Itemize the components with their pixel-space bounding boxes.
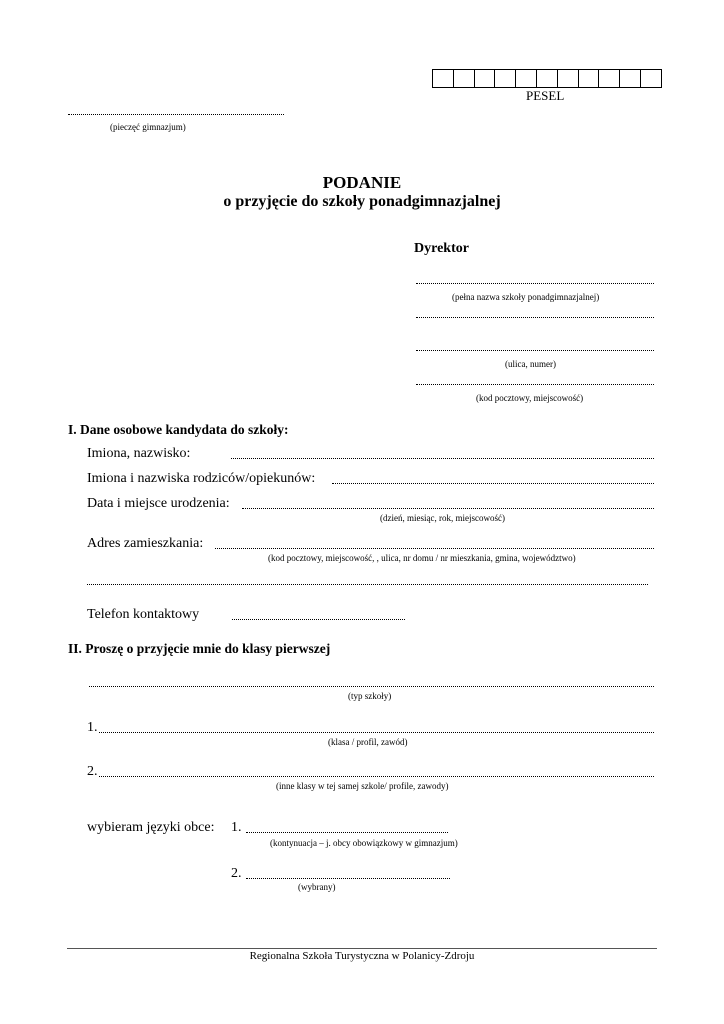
option1-caption: (klasa / profil, zawód) bbox=[328, 737, 408, 747]
pesel-boxes[interactable] bbox=[432, 69, 662, 88]
pesel-digit-box[interactable] bbox=[599, 70, 620, 87]
phone-label: Telefon kontaktowy bbox=[87, 607, 200, 622]
lang2-number: 2. bbox=[231, 866, 242, 881]
section1-heading: I. Dane osobowe kandydata do szkoły: bbox=[68, 422, 289, 437]
postal-field[interactable] bbox=[416, 384, 654, 385]
school-type-field[interactable] bbox=[89, 686, 654, 687]
school-name-field[interactable] bbox=[416, 283, 654, 284]
name-field[interactable] bbox=[231, 458, 654, 459]
address-caption: (kod pocztowy, miejscowość, , ulica, nr domu / nr mieszkania, gmina, województwo) bbox=[268, 553, 576, 563]
lang1-number: 1. bbox=[231, 820, 242, 835]
address-label: Adres zamieszkania: bbox=[87, 536, 204, 551]
lang2-field[interactable] bbox=[246, 878, 450, 879]
street-field[interactable] bbox=[416, 350, 654, 351]
school-type-caption: (typ szkoły) bbox=[348, 691, 392, 701]
address-field-2[interactable] bbox=[87, 584, 648, 585]
pesel-digit-box[interactable] bbox=[537, 70, 558, 87]
school-name-caption: (pełna nazwa szkoły ponadgimnazjalnej) bbox=[452, 292, 600, 302]
lang1-caption: (kontynuacja – j. obcy obowiązkowy w gimnazjum) bbox=[270, 838, 458, 848]
pesel-digit-box[interactable] bbox=[475, 70, 496, 87]
pesel-digit-box[interactable] bbox=[454, 70, 475, 87]
stamp-dotted-line bbox=[68, 114, 284, 115]
pesel-digit-box[interactable] bbox=[620, 70, 641, 87]
option2-field[interactable] bbox=[99, 776, 654, 777]
address-field[interactable] bbox=[215, 548, 654, 549]
option1-number: 1. bbox=[87, 720, 98, 735]
pesel-digit-box[interactable] bbox=[516, 70, 537, 87]
lang1-field[interactable] bbox=[246, 832, 448, 833]
pesel-label: PESEL bbox=[526, 88, 565, 103]
pesel-digit-box[interactable] bbox=[558, 70, 579, 87]
postal-caption: (kod pocztowy, miejscowość) bbox=[476, 393, 584, 403]
street-caption: (ulica, numer) bbox=[505, 359, 556, 369]
school-name-field-2[interactable] bbox=[416, 317, 654, 318]
birth-field[interactable] bbox=[242, 508, 654, 509]
recipient-heading: Dyrektor bbox=[414, 241, 469, 256]
birth-label: Data i miejsce urodzenia: bbox=[87, 496, 230, 511]
lang2-caption: (wybrany) bbox=[298, 882, 336, 892]
option2-caption: (inne klasy w tej samej szkole/ profile, zawody) bbox=[276, 781, 449, 791]
footer-text: Regionalna Szkoła Turystyczna w Polanicy-Zdroju bbox=[249, 950, 475, 962]
option1-field[interactable] bbox=[99, 732, 654, 733]
page-title: PODANIE bbox=[322, 173, 402, 192]
parents-label: Imiona i nazwiska rodziców/opiekunów: bbox=[87, 471, 316, 486]
name-label: Imiona, nazwisko: bbox=[87, 446, 191, 461]
languages-label: wybieram języki obce: bbox=[87, 820, 215, 835]
page-subtitle: o przyjęcie do szkoły ponadgimnazjalnej bbox=[223, 193, 501, 210]
stamp-caption: (pieczęć gimnazjum) bbox=[110, 122, 186, 132]
phone-field[interactable] bbox=[232, 619, 405, 620]
pesel-digit-box[interactable] bbox=[641, 70, 661, 87]
pesel-digit-box[interactable] bbox=[433, 70, 454, 87]
parents-field[interactable] bbox=[332, 483, 654, 484]
option2-number: 2. bbox=[87, 764, 98, 779]
birth-caption: (dzień, miesiąc, rok, miejscowość) bbox=[380, 513, 505, 523]
footer-divider bbox=[67, 948, 657, 949]
section2-heading: II. Proszę o przyjęcie mnie do klasy pierwszej bbox=[68, 641, 331, 656]
pesel-digit-box[interactable] bbox=[579, 70, 600, 87]
pesel-digit-box[interactable] bbox=[495, 70, 516, 87]
